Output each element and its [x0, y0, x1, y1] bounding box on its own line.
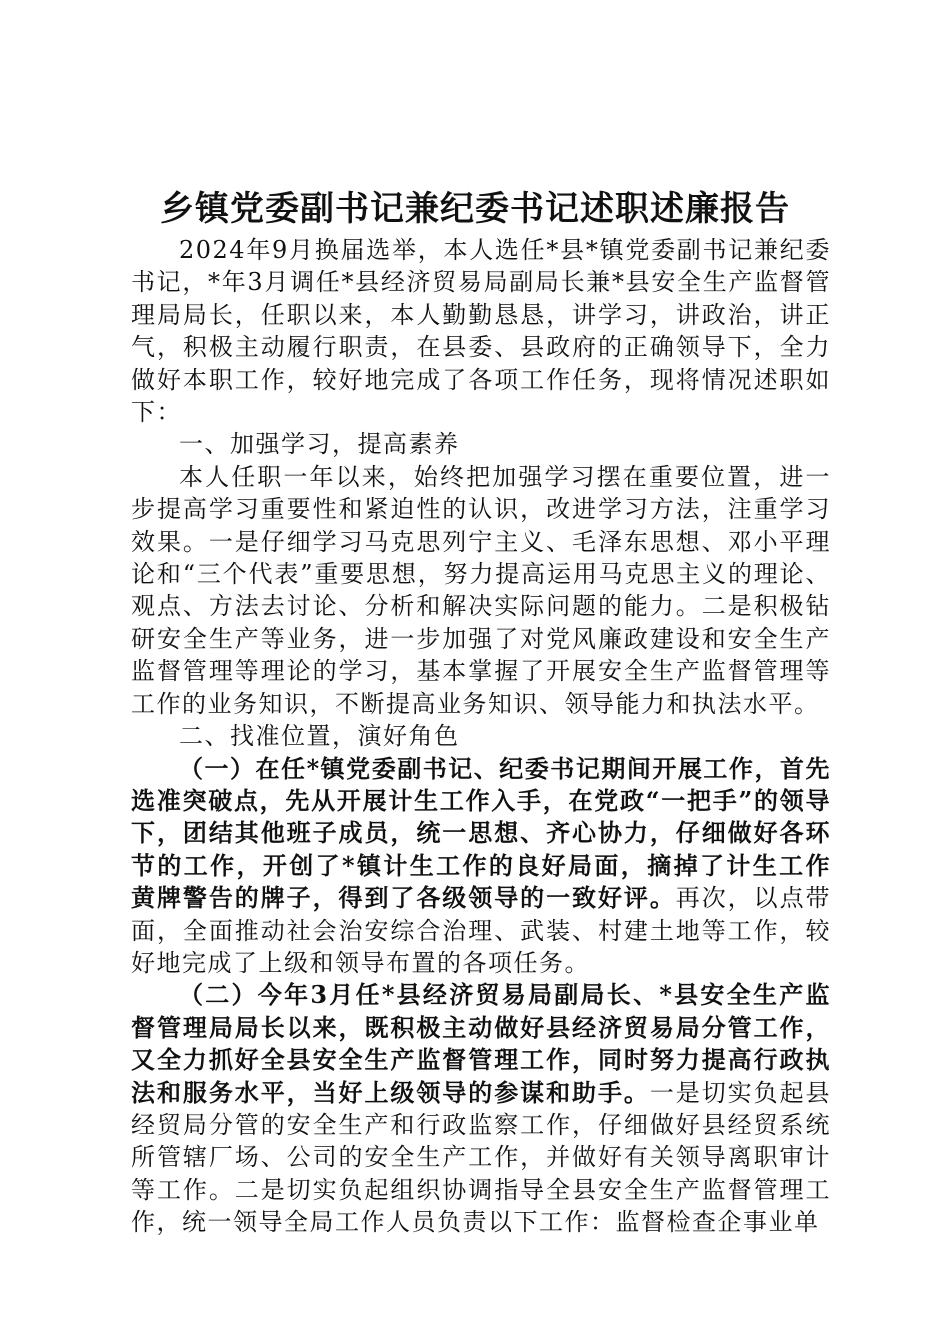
- intro-paragraph: 2024年9月换届选举，本人选任*县*镇党委副书记兼纪委书记，*年3月调任*县经济贸易局副局长兼*县安全生产监督管理局局长，任职以来，本人勤勤恳恳，讲学习，讲政治，讲正气，积极主动履行职责，在县委、县政府的正确领导下，全力做好本职工作，较好地完成了各项工作任务，现将情况述职如下：: [131, 236, 831, 427]
- section-heading-2: 二、找准位置，演好角色: [179, 722, 460, 751]
- document-body: [131, 234, 831, 1239]
- subsection-2-normal-text: 一是切实负起县经贸局分管的安全生产和行政监察工作，仔细做好县经贸系统所管辖厂场、公司的安全生产工作，并做好有关领导离职审计等工作。二是切实负起组织协调指导全县安全生产监督管理工作，统一领导全局工作人员负责以下工作：监督检查企事业单: [131, 1078, 832, 1237]
- subsection-1-paragraph: [131, 753, 831, 980]
- section-1-paragraph: 本人任职一年以来，始终把加强学习摆在重要位置，进一步提高学习重要性和紧迫性的认识，改进学习方法，注重学习效果。一是仔细学习马克思列宁主义、毛泽东思想、邓小平理论和“三个代表”重要思想，努力提高运用马克思主义的理论、观点、方法去讨论、分析和解决实际问题的能力。二是积极钻研安全生产等业务，进一步加强了对党风廉政建设和安全生产监督管理等理论的学习，基本掌握了开展安全生产监督管理等工作的业务知识，不断提高业务知识、领导能力和执法水平。: [131, 462, 831, 718]
- document-title: 乡镇党委副书记兼纪委书记述职述廉报告: [160, 189, 790, 229]
- section-heading-1: 一、加强学习，提高素养: [179, 430, 460, 459]
- subsection-2-paragraph: [131, 979, 831, 1238]
- subsection-1-normal-text: 再次，以点带面，全面推动社会治安综合治理、武装、村建土地等工作，较好地完成了上级和领导布置的各项任务。: [131, 884, 832, 977]
- subsection-2-bold-text: （二）今年3月任*县经济贸易局副局长、*县安全生产监督管理局局长以来，既积极主动做好县经济贸易局分管工作，又全力抓好全县安全生产监督管理工作，同时努力提高行政执法和服务水平，当好上级领导的参谋和助手。: [131, 980, 831, 1107]
- subsection-1-bold-text: （一）在任*镇党委副书记、纪委书记期间开展工作，首先选准突破点，先从开展计生工作入手，在党政“一把手”的领导下，团结其他班子成员，统一思想、齐心协力，仔细做好各环节的工作，开创了*镇计生工作的良好局面，摘掉了计生工作黄牌警告的牌子，得到了各级领导的一致好评。: [131, 753, 831, 913]
